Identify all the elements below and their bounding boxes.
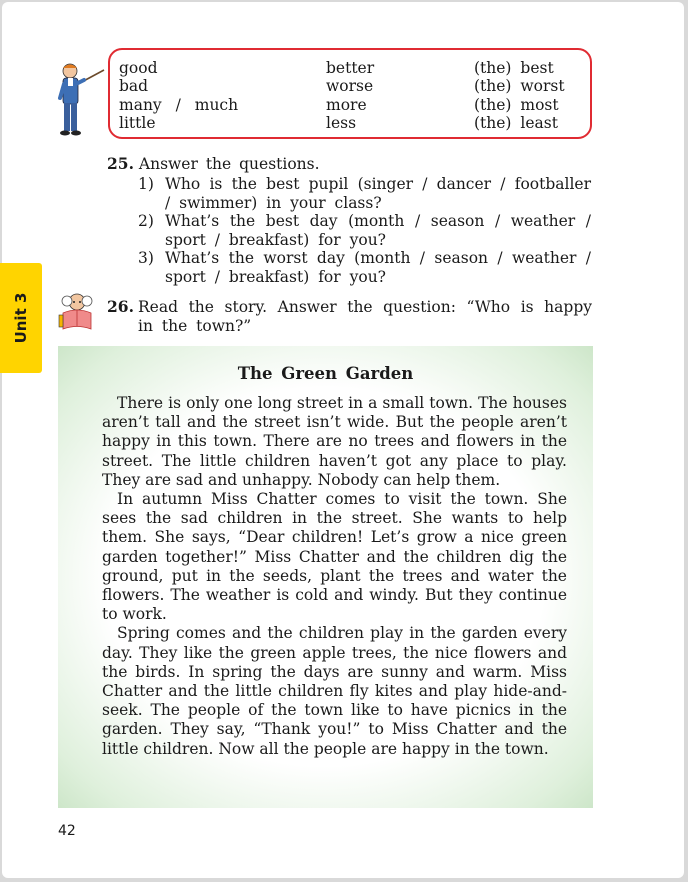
page-number: 42 <box>58 823 76 839</box>
exercise-instruction: Answer the questions. <box>138 155 320 173</box>
comparison-table <box>108 48 592 139</box>
story-paragraph: There is only one long street in a small town. The houses aren’t tall and the street isn’t wide. But the people aren’t happy in this town. There are no trees and flowers in the street. The little children haven’t got any place to play. They are sad and unhappy. Nobody can help them. <box>102 394 567 489</box>
teacher-pointer-icon <box>56 62 108 140</box>
question-item: 2) What’s the best day (month / season / weather / sport / breakfast) for you? <box>138 212 591 249</box>
comparison-row: little less (the) least <box>119 114 558 132</box>
question-item: 3) What’s the worst day (month / season / weather / sport / breakfast) for you? <box>138 249 591 286</box>
comparison-row: good better (the) best <box>119 59 554 77</box>
unit-tab-label: Unit 3 <box>12 292 30 344</box>
story-title: The Green Garden <box>237 364 414 383</box>
exercise-number: 25. <box>107 154 134 173</box>
question-item: 1) Who is the best pupil (singer / dancer / footballer / swimmer) in your class? <box>138 175 591 212</box>
exercise-25-heading <box>107 155 320 174</box>
reading-girl-icon <box>57 291 97 333</box>
unit-tab <box>0 263 42 373</box>
story-paragraph: In autumn Miss Chatter comes to visit the town. She sees the sad children in the street. She wants to help them. She says, “Dear children! Let’s grow a nice green garden together!” Miss Chatter and the children dig the ground, put in the seeds, plant the trees and water the flowers. The weather is cold and windy. But they continue to work. <box>102 490 567 624</box>
exercise-number: 26. <box>107 297 134 316</box>
comparison-row: bad worse (the) worst <box>119 77 565 95</box>
exercise-26-heading <box>107 298 592 335</box>
comparison-row: many / much more (the) most <box>119 96 559 114</box>
exercise-instruction: Read the story. Answer the question: “Who is happy in the town?” <box>138 298 592 335</box>
story-text <box>102 394 567 759</box>
story-paragraph: Spring comes and the children play in the garden every day. They like the green apple trees, the nice flowers and the birds. In spring the days are sunny and warm. Miss Chatter and the little children fly kites and play hide-and-seek. The people of the town like to have picnics in the garden. They say, “Thank you!” to Miss Chatter and the little children. Now all the people are happy in the town. <box>102 624 567 758</box>
